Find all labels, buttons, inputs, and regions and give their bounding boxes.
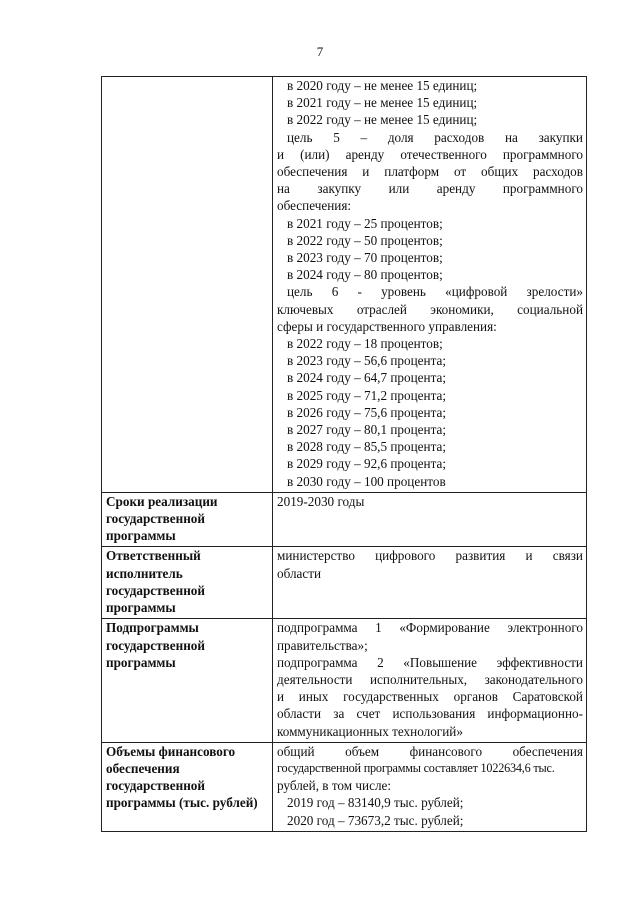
- goal6-line: цель 6 - уровень «цифровой зрелости»: [287, 284, 583, 300]
- table-row-period: [102, 492, 587, 547]
- target-line: в 2027 году – 80,1 процента;: [287, 422, 447, 438]
- goal6-line: ключевых отраслей экономики, социальной: [277, 301, 583, 317]
- program-passport-table: [101, 76, 587, 832]
- goal6-line: сферы и государственного управления:: [277, 318, 497, 334]
- subprograms-value: подпрограмма 1 «Формирование электронного правительства»; подпрограмма 2 «Повышение эффективности деятельности исполнительных, законодательного и иных государственных органов Саратовской области за счет использования информационно- коммуникационных технологий»: [273, 619, 587, 742]
- goal5-line: на закупку или аренду программного: [277, 181, 583, 197]
- period-label: Сроки реализации государственной программы: [102, 492, 273, 547]
- targets-cell: [273, 77, 587, 493]
- target-line: в 2022 году – не менее 15 единиц;: [287, 112, 478, 128]
- funding-year-line: 2020 год – 73673,2 тыс. рублей;: [287, 812, 464, 828]
- target-line: в 2025 году – 71,2 процента;: [287, 387, 447, 403]
- goal5-line: цель 5 – доля расходов на закупки: [287, 129, 583, 145]
- period-value: 2019-2030 годы: [273, 492, 587, 547]
- target-line: в 2030 году – 100 процентов: [287, 473, 446, 489]
- funding-value: общий объем финансового обеспечения государственной программы составляет 1022634,6 тыс. рублей, в том числе: 2019 год – 83140,9 тыс. рублей; 2020 год – 73673,2 тыс. рублей;: [273, 742, 587, 831]
- target-line: в 2029 году – 92,6 процента;: [287, 456, 447, 472]
- goal5-line: обеспечения и платформ от общих расходов: [277, 164, 583, 180]
- target-line: в 2023 году – 70 процентов;: [287, 250, 443, 266]
- target-line: в 2022 году – 18 процентов;: [287, 336, 443, 352]
- page-number: 7: [316, 44, 324, 59]
- funding-label: Объемы финансового обеспечения государственной программы (тыс. рублей): [102, 742, 273, 831]
- target-line: в 2021 году – 25 процентов;: [287, 215, 443, 231]
- subprograms-label: Подпрограммы государственной программы: [102, 619, 273, 742]
- goal5-line: и (или) аренду отечественного программного: [277, 146, 583, 162]
- executor-value: министерство цифрового развития и связи области: [273, 547, 587, 619]
- funding-year-line: 2019 год – 83140,9 тыс. рублей;: [287, 795, 464, 811]
- table-row-executor: [102, 547, 587, 619]
- target-line: в 2028 году – 85,5 процента;: [287, 439, 447, 455]
- target-line: в 2023 году – 56,6 процента;: [287, 353, 447, 369]
- table-row-funding: [102, 742, 587, 831]
- target-line: в 2024 году – 80 процентов;: [287, 267, 443, 283]
- target-line: в 2026 году – 75,6 процента;: [287, 404, 447, 420]
- target-line: в 2024 году – 64,7 процента;: [287, 370, 447, 386]
- target-line: в 2020 году – не менее 15 единиц;: [287, 78, 478, 93]
- target-line: в 2021 году – не менее 15 единиц;: [287, 95, 478, 111]
- executor-label: Ответственный исполнитель государственной программы: [102, 547, 273, 619]
- table-row-targets: [102, 77, 587, 493]
- row-label-empty: [102, 77, 273, 493]
- target-line: в 2022 году – 50 процентов;: [287, 232, 443, 248]
- goal5-line: обеспечения:: [277, 198, 352, 214]
- table-row-subprograms: [102, 619, 587, 742]
